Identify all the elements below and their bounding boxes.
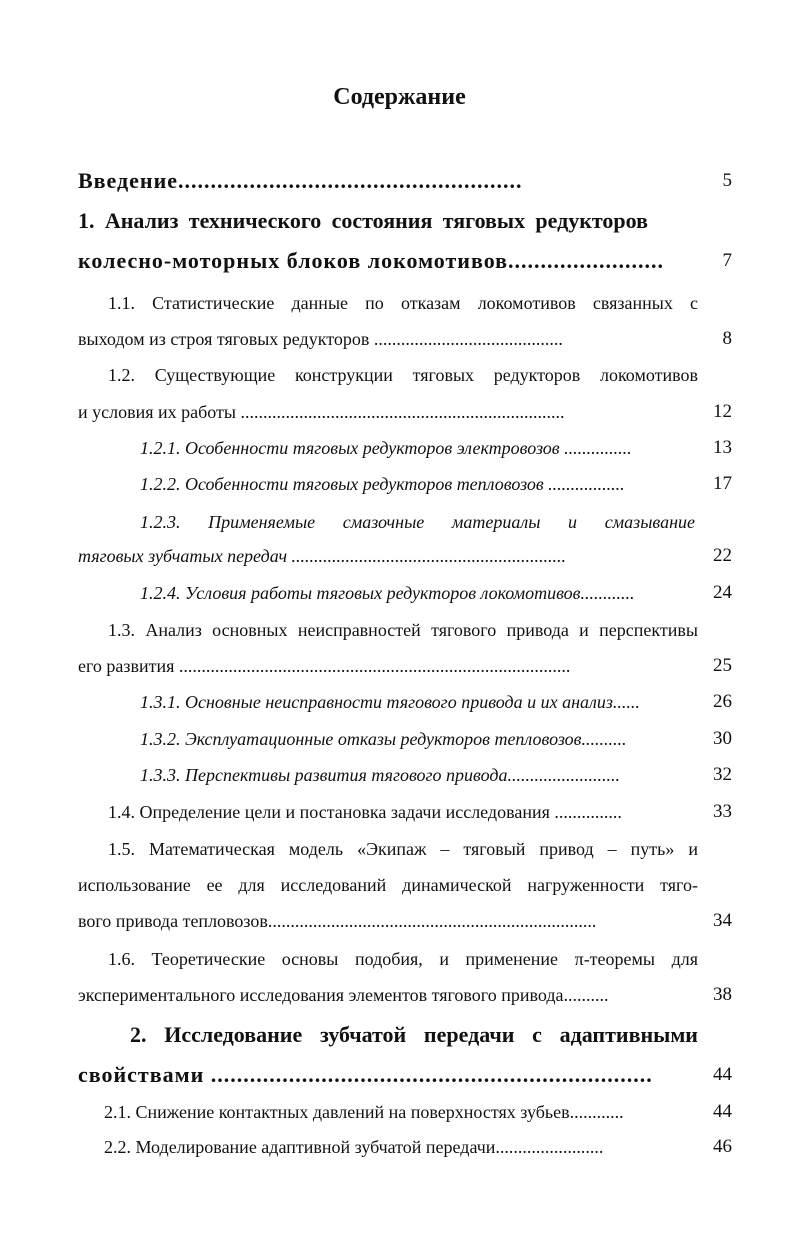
toc-subsection-1-2-2[interactable]: 1.2.2. Особенности тяговых редукторов тепловозов ................. <box>140 474 625 494</box>
toc-section-1-5-cont2[interactable]: вого привода тепловозов......................................................................... <box>78 911 597 931</box>
toc-page-num: 12 <box>713 401 732 422</box>
toc-page-num: 44 <box>713 1064 732 1085</box>
toc-section-1-1-cont[interactable]: выходом из строя тяговых редукторов .......................................... <box>78 329 563 349</box>
toc-page-num: 25 <box>713 655 732 676</box>
toc-subsection-1-2-3[interactable]: 1.2.3. Применяемые смазочные материалы и смазывание <box>140 512 695 532</box>
toc-section-1-6[interactable]: 1.6. Теоретические основы подобия, и применение π-теоремы для <box>108 949 698 969</box>
toc-section-1-3[interactable]: 1.3. Анализ основных неисправностей тягового привода и перспективы <box>108 620 698 640</box>
toc-page-num: 33 <box>713 801 732 822</box>
toc-page-num: 24 <box>713 582 732 603</box>
toc-subsection-1-2-1[interactable]: 1.2.1. Особенности тяговых редукторов электровозов ............... <box>140 438 632 458</box>
toc-section-1-5-cont[interactable]: использование ее для исследований динамической нагруженности тяго- <box>78 875 698 895</box>
toc-page-num: 7 <box>722 250 732 271</box>
toc-page-num: 5 <box>722 170 732 191</box>
toc-section-1-3-cont[interactable]: его развития ....................................................................................... <box>78 656 571 676</box>
page-title: Содержание <box>333 84 466 110</box>
toc-section-2-1[interactable]: 2.1. Снижение контактных давлений на поверхностях зубьев............ <box>104 1102 624 1122</box>
toc-chapter-1-title[interactable]: 1. Анализ технического состояния тяговых редукторов <box>78 208 648 233</box>
toc-subsection-1-3-2[interactable]: 1.3.2. Эксплуатационные отказы редукторов тепловозов.......... <box>140 729 627 749</box>
toc-page-num: 34 <box>713 910 732 931</box>
toc-subsection-1-2-3-cont[interactable]: тяговых зубчатых передач ............................................................. <box>78 546 567 566</box>
toc-section-1-5[interactable]: 1.5. Математическая модель «Экипаж – тяговый привод – путь» и <box>108 839 698 859</box>
toc-page-num: 32 <box>713 764 732 785</box>
toc-page-num: 38 <box>713 984 732 1005</box>
toc-section-1-6-cont[interactable]: экспериментального исследования элементов тягового привода.......... <box>78 985 609 1005</box>
toc-page-num: 30 <box>713 728 732 749</box>
toc-section-1-1[interactable]: 1.1. Статистические данные по отказам локомотивов связанных с <box>108 293 698 313</box>
toc-page-num: 8 <box>722 328 732 349</box>
toc-subsection-1-2-4[interactable]: 1.2.4. Условия работы тяговых редукторов локомотивов............ <box>140 583 635 603</box>
toc-section-1-2[interactable]: 1.2. Существующие конструкции тяговых редукторов локомотивов <box>108 365 698 385</box>
toc-subsection-1-3-3[interactable]: 1.3.3. Перспективы развития тягового привода......................... <box>140 765 621 785</box>
toc-page-num: 46 <box>713 1136 732 1157</box>
toc-section-1-4[interactable]: 1.4. Определение цели и постановка задачи исследования ............... <box>108 802 622 822</box>
toc-chapter-2-title-cont[interactable]: свойствами .................................................................... <box>78 1062 653 1087</box>
toc-page-num: 26 <box>713 691 732 712</box>
toc-subsection-1-3-1[interactable]: 1.3.1. Основные неисправности тягового привода и их анализ...... <box>140 692 640 712</box>
toc-chapter-1-title-cont[interactable]: колесно-моторных блоков локомотивов........................ <box>78 248 665 273</box>
toc-chapter-2-title[interactable]: 2. Исследование зубчатой передачи с адаптивными <box>130 1022 698 1047</box>
toc-entry-intro[interactable]: Введение..................................................... <box>78 168 523 193</box>
toc-section-2-2[interactable]: 2.2. Моделирование адаптивной зубчатой передачи........................ <box>104 1137 604 1157</box>
toc-section-1-2-cont[interactable]: и условия их работы ........................................................................ <box>78 402 565 422</box>
toc-page-num: 44 <box>713 1101 732 1122</box>
toc-page-num: 22 <box>713 545 732 566</box>
toc-page-num: 17 <box>713 473 732 494</box>
toc-page-num: 13 <box>713 437 732 458</box>
